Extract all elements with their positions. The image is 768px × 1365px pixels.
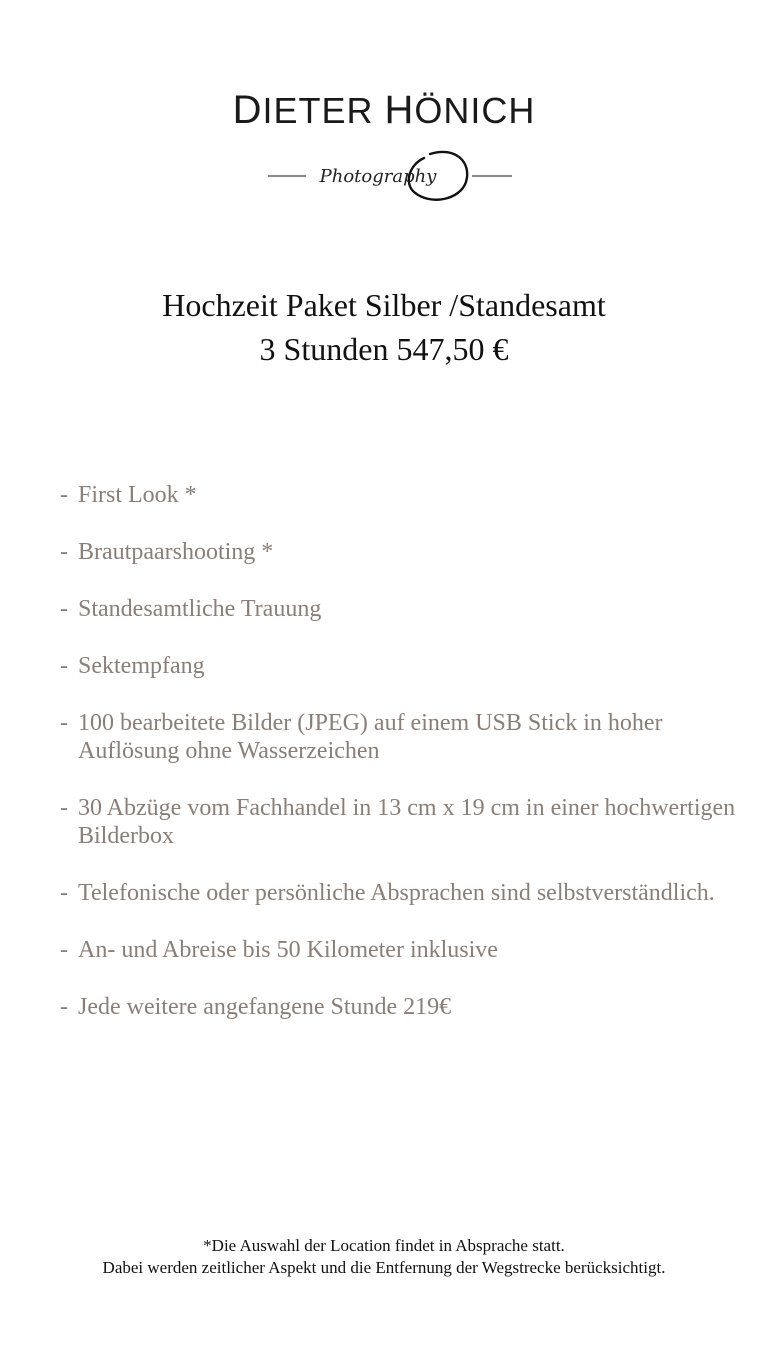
list-item: - Jede weitere angefangene Stunde 219€ (60, 994, 452, 1020)
footnote-line2: Dabei werden zeitlicher Aspekt und die Entfernung der Wegstrecke berücksichtigt. (102, 1258, 666, 1277)
logo-tagline-mark (0, 140, 768, 210)
package-title (0, 283, 768, 371)
list-item: - 100 bearbeitete Bilder (JPEG) auf einem USB Stick in hoher Auflösung ohne Wasserzeichen (60, 710, 663, 764)
feature-list (60, 481, 760, 1050)
list-item: - First Look * (60, 482, 197, 508)
list-item: - Brautpaarshooting * (60, 539, 274, 565)
list-item: - Standesamtliche Trauung (60, 596, 322, 622)
package-price-line: 3 Stunden 547,50 € (259, 331, 509, 367)
footnote-line1: *Die Auswahl der Location findet in Absprache statt. (203, 1236, 565, 1255)
logo-name: DIETER HÖNICH (232, 88, 536, 132)
package-title-line1: Hochzeit Paket Silber /Standesamt (162, 287, 606, 323)
logo-tagline: Photography (319, 166, 437, 187)
footnote (0, 1235, 768, 1279)
list-item: - Telefonische oder persönliche Absprachen sind selbstverständlich. (60, 880, 715, 906)
list-item: - An- und Abreise bis 50 Kilometer inklusive (60, 937, 498, 963)
logo (0, 88, 768, 187)
list-item: - 30 Abzüge vom Fachhandel in 13 cm x 19 cm in einer hochwertigen Bilderbox (60, 795, 736, 849)
list-item: - Sektempfang (60, 653, 205, 679)
